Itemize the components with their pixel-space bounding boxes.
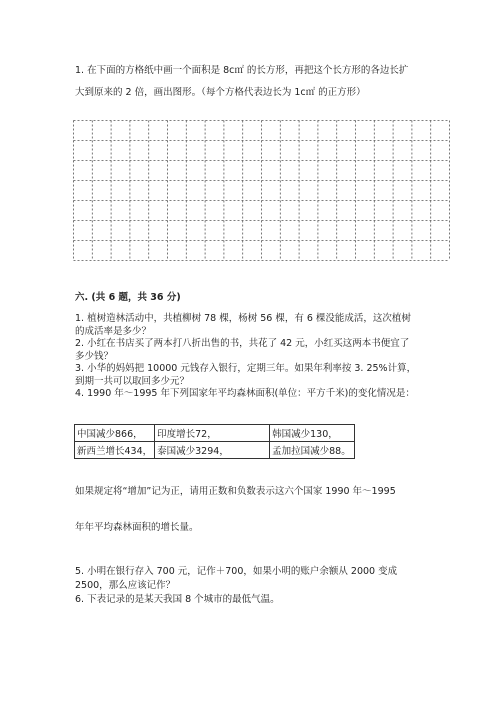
table-cell: 泰国减少3294， [155, 442, 270, 459]
problem-4-line-1: 4. 1990 年～1995 年下列国家年平均森林面积(单位：平方千米)的变化情况是： [75, 388, 415, 399]
problem-2-line-1: 2. 小红在书店买了两本打八折出售的书，共花了 42 元，小红买这两本书便宜了 [75, 338, 410, 349]
table-row [75, 442, 355, 459]
problem-4-note-line-1: 如果规定将“增加”记为正，请用正数和负数表示这六个国家 1990 年～1995 [75, 486, 396, 497]
table-cell: 新西兰增长434， [75, 442, 155, 459]
table-cell: 韩国减少130， [270, 425, 355, 442]
table-cell: 印度增长72， [155, 425, 270, 442]
problem-3-line-2: 到期一共可以取回多少元？ [75, 376, 190, 387]
problem-5-line-2: 2500，那么应该记作？ [75, 580, 176, 591]
problem-1-line-2: 的成活率是多少？ [75, 326, 152, 337]
grid-paper-svg [73, 120, 450, 261]
problem-4-note-line-2: 年年平均森林面积的增长量。 [75, 522, 199, 533]
problem-1-line-1: 1. 植树造林活动中，共植柳树 78 棵，杨树 56 棵，有 6 棵没能成活，这次植树 [75, 313, 411, 324]
grid-paper [73, 120, 450, 261]
problem-3-line-1: 3. 小华的妈妈把 10000 元钱存入银行，定期三年。如果年利率按 3. 25%计算， [75, 363, 417, 374]
q1-line-2: 大到原来的 2 倍，画出图形。（每个方格代表边长为 1c㎡ 的正方形） [75, 87, 366, 98]
problem-2-line-2: 多少钱？ [75, 351, 114, 362]
section-6-heading: 六. (共 6 题，共 36 分) [75, 292, 181, 303]
table-cell: 孟加拉国减少88。 [270, 442, 355, 459]
problem-5-line-1: 5. 小明在银行存入 700 元，记作＋700，如果小明的账户余额从 2000 变成 [75, 566, 398, 577]
table-row [75, 425, 355, 442]
table-cell: 中国减少866， [75, 425, 155, 442]
forest-area-table [74, 424, 355, 459]
q1-line-1: 1. 在下面的方格纸中画一个面积是 8c㎡ 的长方形，再把这个长方形的各边长扩 [75, 65, 409, 76]
problem-6-line-1: 6. 下表记录的是某天我国 8 个城市的最低气温。 [75, 594, 280, 605]
